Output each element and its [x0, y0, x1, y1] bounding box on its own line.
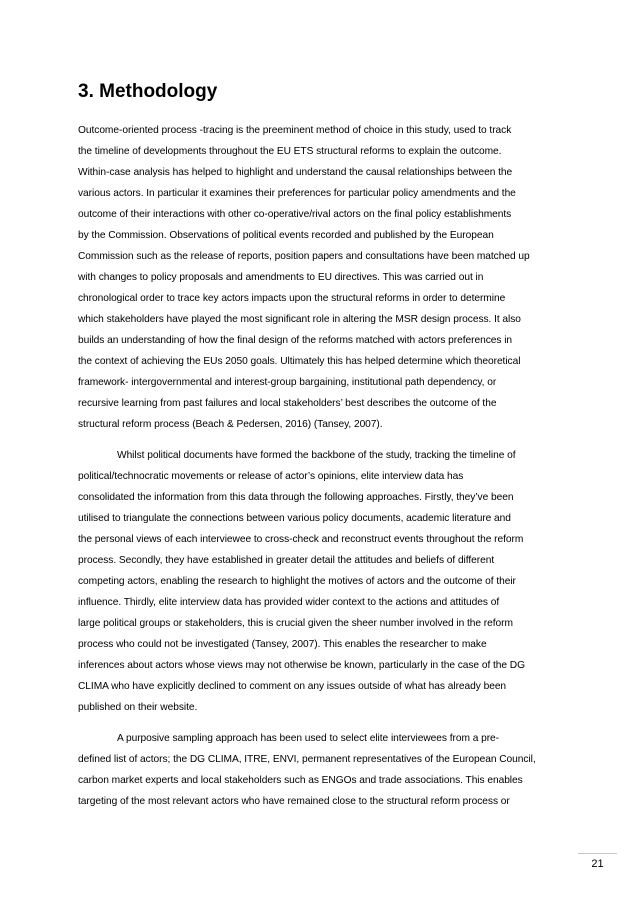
text-line: CLIMA who have explicitly declined to comment on any issues outside of what has already been [78, 681, 507, 692]
text-line: the personal views of each interviewee to cross-check and reconstruct events throughout the reform [78, 534, 524, 545]
text-line: structural reform process (Beach & Pedersen, 2016) (Tansey, 2007). [78, 419, 383, 430]
text-line: with changes to policy proposals and amendments to EU directives. This was carried out in [78, 272, 484, 283]
text-line: framework- intergovernmental and interest-group bargaining, institutional path dependency, or [78, 377, 497, 388]
text-line: recursive learning from past failures and local stakeholders’ best describes the outcome of the [78, 398, 497, 409]
text-line: political/technocratic movements or release of actor’s opinions, elite interview data has [78, 471, 464, 482]
text-line: utilised to triangulate the connections between various policy documents, academic literature and [78, 513, 511, 524]
text-line: various actors. In particular it examines their preferences for particular policy amendments and the [78, 188, 516, 199]
text-line: published on their website. [78, 702, 198, 713]
text-line: A purposive sampling approach has been used to select elite interviewees from a pre- [117, 733, 500, 744]
text-line: builds an understanding of how the final design of the reforms matched with actors preferences in [78, 335, 513, 346]
text-line: competing actors, enabling the research to highlight the motives of actors and the outcome of their [78, 576, 516, 587]
text-line: defined list of actors; the DG CLIMA, ITRE, ENVI, permanent representatives of the European Council, [78, 754, 536, 765]
text-line: Commission such as the release of reports, position papers and consultations have been matched up [78, 251, 530, 262]
text-line: by the Commission. Observations of political events recorded and published by the European [78, 230, 494, 241]
text-line: the timeline of developments throughout the EU ETS structural reforms to explain the outcome. [78, 146, 502, 157]
text-line: process. Secondly, they have established in greater detail the attitudes and beliefs of different [78, 555, 495, 566]
page-number: 21 [591, 858, 604, 870]
text-line: chronological order to trace key actors impacts upon the structural reforms in order to determine [78, 293, 506, 304]
section-heading: 3. Methodology [78, 81, 218, 102]
text-line: carbon market experts and local stakeholders such as ENGOs and trade associations. This enables [78, 775, 523, 786]
page-number-rule [578, 853, 617, 854]
text-line: large political groups or stakeholders, this is crucial given the sheer number involved in the reform [78, 618, 513, 629]
text-line: outcome of their interactions with other co-operative/rival actors on the final policy establishments [78, 209, 512, 220]
text-line: consolidated the information from this data through the following approaches. Firstly, they’ve been [78, 492, 514, 503]
text-line: targeting of the most relevant actors who have remained close to the structural reform process or [78, 796, 510, 807]
text-line: process who could not be investigated (Tansey, 2007). This enables the researcher to make [78, 639, 487, 650]
text-line: Whilst political documents have formed the backbone of the study, tracking the timeline of [117, 450, 516, 461]
text-line: inferences about actors whose views may not otherwise be known, particularly in the case of the DG [78, 660, 525, 671]
text-line: Within-case analysis has helped to highlight and understand the causal relationships between the [78, 167, 513, 178]
text-line: the context of achieving the EUs 2050 goals. Ultimately this has helped determine which theoretical [78, 356, 521, 367]
text-line: which stakeholders have played the most significant role in altering the MSR design process. It also [78, 314, 521, 325]
text-line: influence. Thirdly, elite interview data has provided wider context to the actions and attitudes of [78, 597, 500, 608]
text-line: Outcome-oriented process -tracing is the preeminent method of choice in this study, used to track [78, 125, 512, 136]
